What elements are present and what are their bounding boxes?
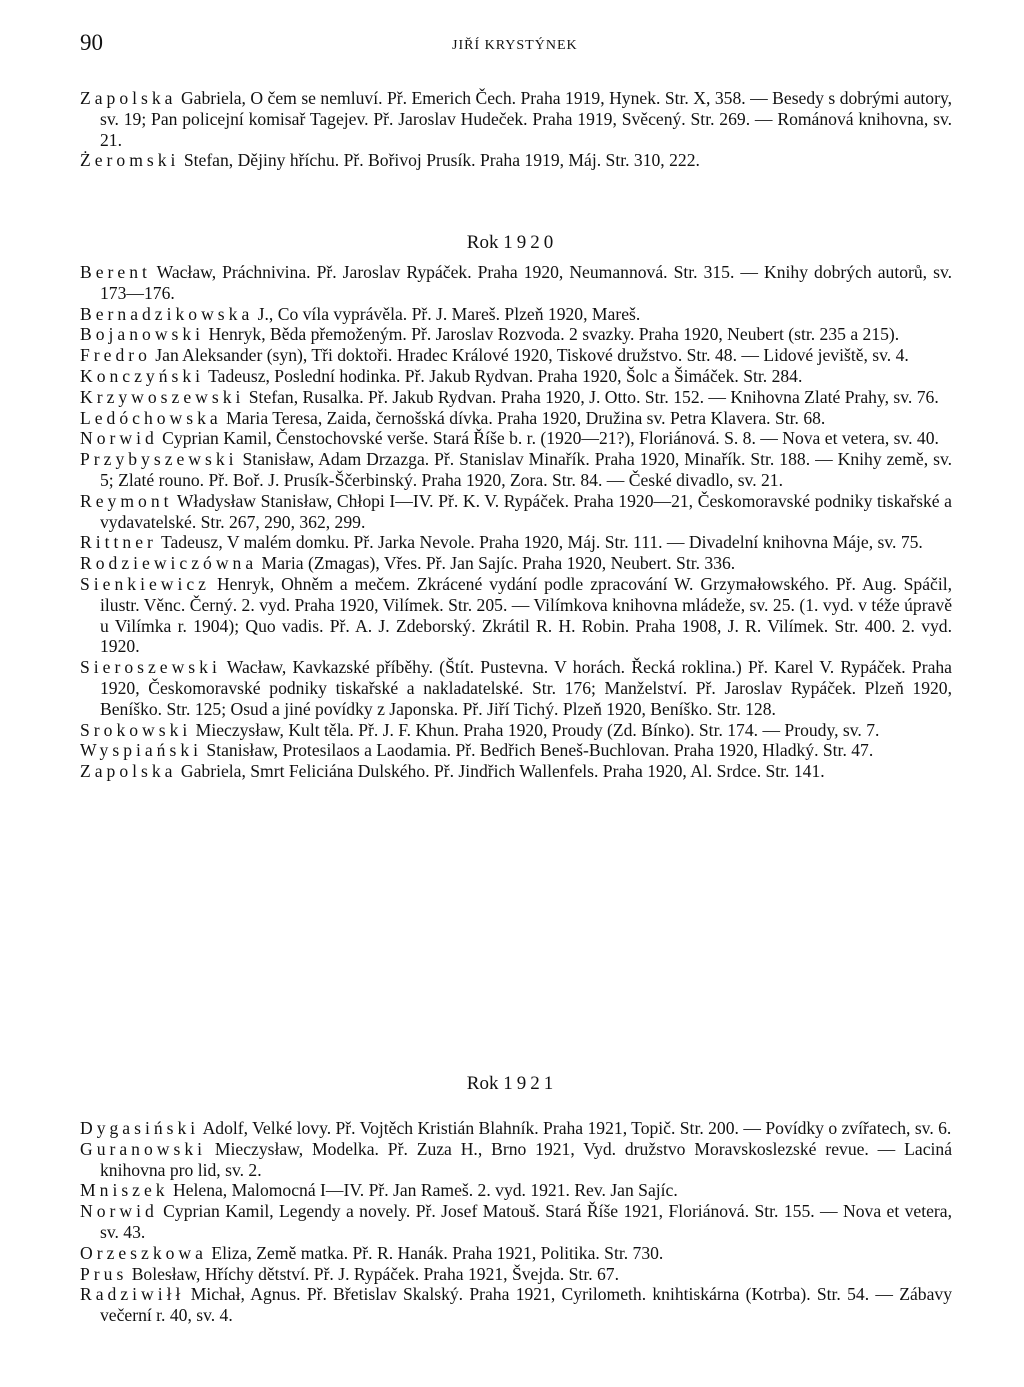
bibliography-entry	[80, 428, 952, 449]
entry-text: Stanisław, Protesilaos a Laodamia. Př. Bedřich Beneš-Buchlovan. Praha 1920, Hladký. Str. 47.	[202, 740, 874, 761]
bibliography-entry	[80, 574, 952, 657]
bibliography-entry	[80, 657, 952, 719]
entry-text: Stefan, Dějiny hříchu. Př. Bořivoj Prusík. Praha 1919, Máj. Str. 310, 222.	[179, 150, 700, 171]
entry-text: Cyprian Kamil, Legendy a novely. Př. Josef Matouš. Stará Říše 1921, Floriánová. Str. 155. — Nova et vetera, sv. 43.	[100, 1201, 952, 1242]
entry-text: Cyprian Kamil, Čenstochovské verše. Stará Říše b. r. (1920—21?), Floriánová. S. 8. — Nova et vetera, sv. 40.	[157, 428, 939, 449]
entry-author: Żeromski	[80, 150, 180, 171]
bibliography-entry	[80, 532, 952, 553]
entry-author: Zapolska	[80, 88, 177, 108]
entry-text: Tadeusz, Poslední hodinka. Př. Jakub Rydvan. Praha 1920, Šolc a Šimáček. Str. 284.	[204, 365, 803, 386]
year-heading-year: 1921	[503, 1073, 558, 1094]
running-head: JIŘÍ KRYSTÝNEK	[452, 38, 578, 53]
bibliography-entry	[80, 1264, 952, 1285]
entry-text: J., Co víla vyprávěla. Př. J. Mareš. Plzeň 1920, Mareš.	[253, 303, 641, 324]
entry-author: Rittner	[80, 532, 157, 553]
entry-author: Przybyszewski	[80, 449, 238, 470]
entry-text: Jan Aleksander (syn), Tři doktoři. Hradec Králové 1920, Tiskové družstvo. Str. 48. — Lidové jeviště, sv. 4.	[150, 345, 909, 366]
entry-text: Stanisław, Adam Drzazga. Př. Stanislav Minařík. Praha 1920, Minařík. Str. 188. — Knihy země, sv. 5; Zlaté rouno. Př. Boř. J. Prusík-Ščerbinský. Praha 1920, Zora. Str. 84. — České divadlo, sv. 21.	[100, 449, 952, 490]
year-heading-1921	[0, 1073, 1024, 1095]
entry-text: Wacław, Kavkazské příběhy. (Štít. Pustevna. V horách. Řecká roklina.) Př. Karel V. Rypáček. Praha 1920, Českomoravské podniky tiskařské a nakladatelské. Str. 176; Manželství. Př. Jaroslav Rypáček. Plzeň 1920, Beníško. Str. 125; Osud a jiné povídky z Japonska. Př. Jiří Tichý. Plzeň 1920, Beníško. Str. 128.	[100, 657, 952, 719]
entry-author: Berent	[80, 262, 151, 282]
bibliography-entry	[80, 387, 952, 408]
entry-author: Mniszek	[80, 1180, 169, 1201]
bibliography-entry	[80, 1243, 952, 1264]
entry-author: Zapolska	[80, 761, 177, 782]
bibliography-entry	[80, 449, 952, 491]
bibliography-entry	[80, 761, 952, 782]
entry-text: Henryk, Ohněm a mečem. Zkrácené vydání podle zpracování W. Grzymałowského. Př. Aug. Spáčil, ilustr. Věnc. Černý. 2. vyd. Praha 1920, Vilímek. Str. 205. — Vilímkova knihovna mládeže, sv. 25. (1. vyd. v téže úpravě u Vilímka r. 1904); Quo vadis. Př. A. J. Zdeborský. Zkrátil R. H. Robin. Praha 1908, J. R. Vilímek. Str. 400. 2. vyd. 1920.	[100, 573, 952, 657]
entry-author: Radziwiłł	[80, 1284, 185, 1305]
entry-author: Bojanowski	[80, 324, 205, 345]
entry-author: Fredro	[80, 345, 151, 366]
bibliography-entry	[80, 720, 952, 741]
entry-text: Władysław Stanisław, Chłopi I—IV. Př. K. V. Rypáček. Praha 1920—21, Českomoravské podniky tiskařské a vydavatelské. Str. 267, 290, 362, 299.	[100, 490, 952, 532]
entry-author: Wyspiański	[80, 740, 203, 761]
entry-author: Rodziewiczówna	[80, 553, 258, 574]
bibliography-entry	[80, 1284, 952, 1326]
entry-text: Maria Teresa, Zaida, černošská dívka. Praha 1920, Družina sv. Petra Klavera. Str. 68.	[221, 407, 826, 428]
entries-1920	[80, 262, 952, 782]
entry-author: Norwid	[80, 428, 158, 449]
bibliography-entry	[80, 88, 952, 150]
entry-author: Sieroszewski	[80, 657, 221, 678]
entry-author: Konczyński	[80, 365, 205, 386]
entry-text: Stefan, Rusalka. Př. Jakub Rydvan. Praha 1920, J. Otto. Str. 152. — Knihovna Zlaté Prahy, sv. 76.	[244, 386, 939, 407]
bibliography-entry	[80, 324, 952, 345]
entry-text: Michał, Agnus. Př. Břetislav Skalský. Praha 1921, Cyrilometh. knihtiskárna (Kotrba). Str. 54. — Zábavy večerní r. 40, sv. 4.	[100, 1284, 952, 1326]
entry-author: Guranowski	[80, 1138, 207, 1159]
entry-text: Helena, Malomocná I—IV. Př. Jan Rameš. 2. vyd. 1921. Rev. Jan Sajíc.	[168, 1180, 678, 1201]
bibliography-entry	[80, 1139, 952, 1181]
bibliography-entry	[80, 366, 952, 387]
bibliography-entry	[80, 408, 952, 429]
entry-text: Bolesław, Hříchy dětství. Př. J. Rypáček. Praha 1921, Švejda. Str. 67.	[127, 1263, 619, 1284]
entry-text: Gabriela, Smrt Feliciána Dulského. Př. Jindřich Wallenfels. Praha 1920, Al. Srdce. Str. 141.	[176, 761, 825, 782]
bibliography-entry	[80, 553, 952, 574]
bibliography-entry	[80, 740, 952, 761]
entry-text: Gabriela, O čem se nemluví. Př. Emerich Čech. Praha 1919, Hynek. Str. X, 358. — Besedy s dobrými autory, sv. 19; Pan policejní komisař Tagejev. Př. Jaroslav Hudeček. Praha 1919, Svěcený. Str. 269. — Románová knihovna, sv. 21.	[100, 88, 952, 150]
bibliography-entry	[80, 345, 952, 366]
entry-text: Eliza, Země matka. Př. R. Hanák. Praha 1921, Politika. Str. 730.	[206, 1242, 664, 1263]
year-heading-year: 1920	[503, 232, 558, 253]
entry-text: Maria (Zmagas), Vřes. Př. Jan Sajíc. Praha 1920, Neubert. Str. 336.	[257, 553, 736, 574]
year-heading-1920	[0, 232, 1024, 254]
entries-1921	[80, 1118, 952, 1326]
bibliography-entry	[80, 150, 952, 171]
entry-author: Krzywoszewski	[80, 386, 245, 407]
bibliography-entry	[80, 1118, 952, 1139]
entry-author: Srokowski	[80, 719, 192, 740]
bibliography-entry	[80, 1180, 952, 1201]
entry-author: Orzeszkowa	[80, 1242, 207, 1263]
entry-author: Norwid	[80, 1201, 158, 1222]
entry-author: Sienkiewicz	[80, 573, 210, 594]
entry-text: Mieczysław, Kult těla. Př. J. F. Khun. Praha 1920, Proudy (Zd. Bínko). Str. 174. — Proudy, sv. 7.	[191, 719, 880, 740]
entry-author: Reymont	[80, 490, 173, 511]
entry-author: Prus	[80, 1263, 128, 1284]
entry-author: Bernadzikowska	[80, 303, 254, 324]
bibliography-entry	[80, 304, 952, 325]
entry-text: Henryk, Běda přemoženým. Př. Jaroslav Rozvoda. 2 svazky. Praha 1920, Neubert (str. 235 a 215).	[204, 324, 900, 345]
entry-text: Wacław, Práchnivina. Př. Jaroslav Rypáček. Praha 1920, Neumannová. Str. 315. — Knihy dobrých autorů, sv. 173—176.	[100, 262, 952, 303]
entry-author: Ledóchowska	[80, 407, 222, 428]
year-heading-word: Rok	[466, 1073, 499, 1094]
bibliography-entry	[80, 262, 952, 304]
year-heading-word: Rok	[466, 232, 499, 253]
entry-text: Adolf, Velké lovy. Př. Vojtěch Kristián Blahník. Praha 1921, Topič. Str. 200. — Povídky o zvířatech, sv. 6.	[199, 1118, 952, 1138]
page-number: 90	[80, 30, 103, 55]
entry-author: Dygasiński	[80, 1118, 200, 1138]
entries-1919	[80, 88, 952, 171]
entry-text: Tadeusz, V malém domku. Př. Jarka Nevole. Praha 1920, Máj. Str. 111. — Divadelní knihovna Máje, sv. 75.	[156, 532, 923, 553]
bibliography-entry	[80, 491, 952, 533]
bibliography-entry	[80, 1201, 952, 1243]
entry-text: Mieczysław, Modelka. Př. Zuza H., Brno 1921, Vyd. družstvo Moravskoslezské revue. — Laciná knihovna pro lid, sv. 2.	[100, 1138, 952, 1180]
